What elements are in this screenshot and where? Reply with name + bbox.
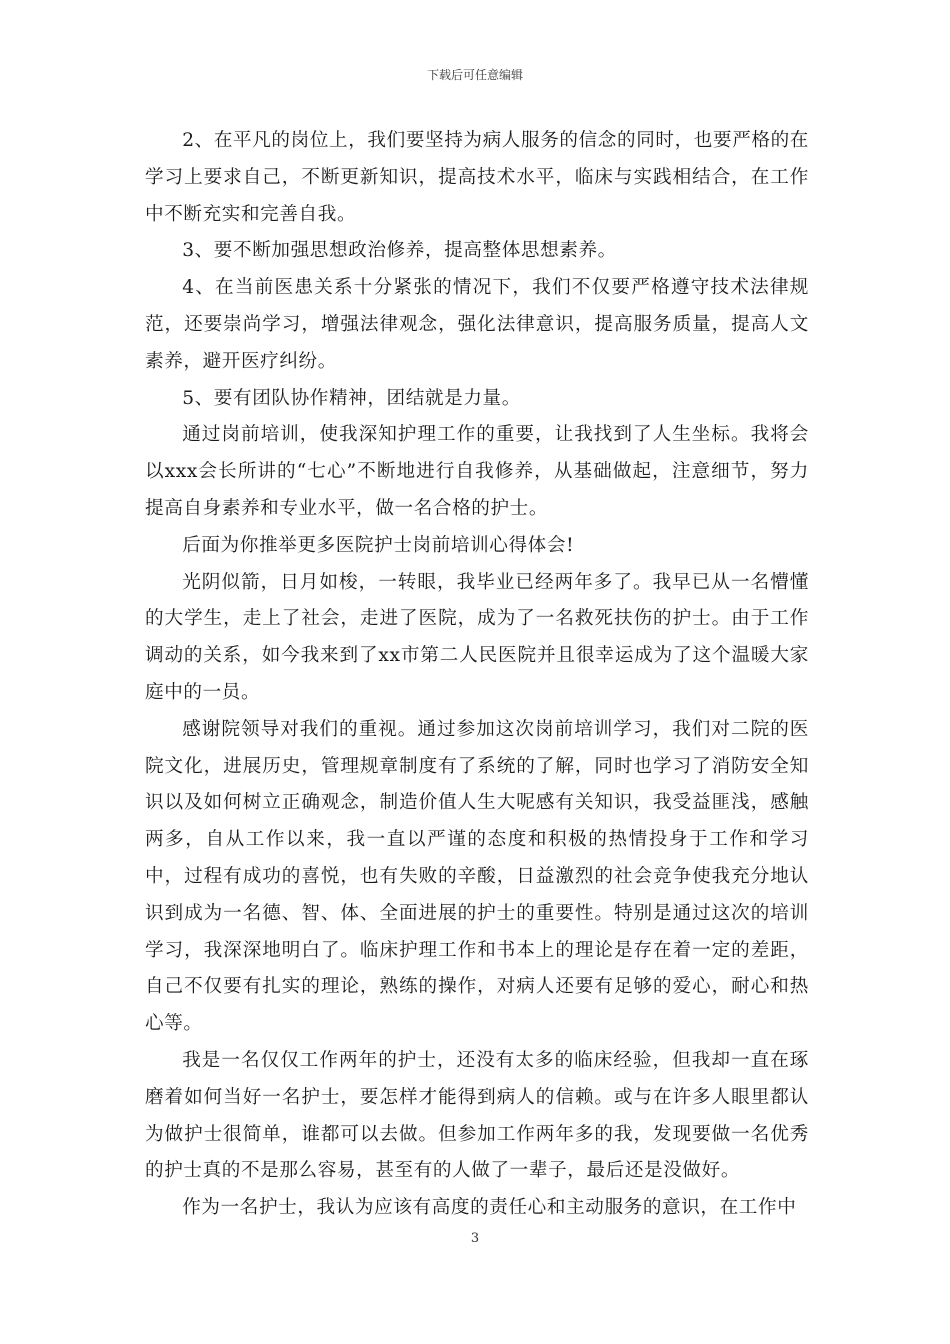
paragraph: 2、在平凡的岗位上，我们要坚持为病人服务的信念的同时，也要严格的在学习上要求自己，不断更新知识，提高技术水平，临床与实践相结合，在工作中不断充实和完善自我。	[145, 130, 809, 225]
paragraph: 后面为你推举更多医院护士岗前培训心得体会!	[182, 534, 575, 556]
paragraph: 作为一名护士，我认为应该有高度的责任心和主动服务的意识，在工作中	[182, 1197, 797, 1219]
page-number: 3	[470, 1231, 480, 1246]
document-body	[145, 123, 809, 1227]
paragraph: 感谢院领导对我们的重视。通过参加这次岗前培训学习，我们对二院的医院文化，进展历史，管理规章制度有了系统的了解，同时也学习了消防安全知识以及如何树立正确观念，制造价值人生大呢感有关知识，我受益匪浅，感触两多，自从工作以来，我一直以严谨的态度和积极的热情投身于工作和学习中，过程有成功的喜悦，也有失败的辛酸，日益激烈的社会竞争使我充分地认识到成为一名德、智、体、全面进展的护士的重要性。特别是通过这次的培训学习，我深深地明白了。临床护理工作和书本上的理论是存在着一定的差距，自己不仅要有扎实的理论，熟练的操作，对病人还要有足够的爱心，耐心和热心等。	[145, 718, 809, 1035]
paragraph: 5、要有团队协作精神，团结就是力量。	[182, 387, 521, 409]
paragraph: 3、要不断加强思想政治修养，提高整体思想素养。	[182, 240, 617, 262]
paragraph: 光阴似箭，日月如梭，一转眼，我毕业已经两年多了。我早已从一名懵懂的大学生，走上了社会，走进了医院，成为了一名救死扶伤的护士。由于工作调动的关系，如今我来到了xx市第二人民医院并且很幸运成为了这个温暖大家庭中的一员。	[145, 571, 809, 703]
paragraph: 4、在当前医患关系十分紧张的情况下，我们不仅要严格遵守技术法律规范，还要崇尚学习，增强法律观念，强化法律意识，提高服务质量，提高人文素养，避开医疗纠纷。	[145, 277, 809, 372]
paragraph: 我是一名仅仅工作两年的护士，还没有太多的临床经验，但我却一直在琢磨着如何当好一名护士，要怎样才能得到病人的信赖。或与在许多人眼里都认为做护士很简单，谁都可以去做。但参加工作两年多的我，发现要做一名优秀的护士真的不是那么容易，甚至有的人做了一辈子，最后还是没做好。	[145, 1049, 809, 1182]
paragraph: 通过岗前培训，使我深知护理工作的重要，让我找到了人生坐标。我将会以xxx会长所讲的“七心”不断地进行自我修养，从基础做起，注意细节，努力提高自身素养和专业水平，做一名合格的护士。	[145, 424, 809, 519]
page-header-note: 下载后可任意编辑	[426, 68, 523, 82]
